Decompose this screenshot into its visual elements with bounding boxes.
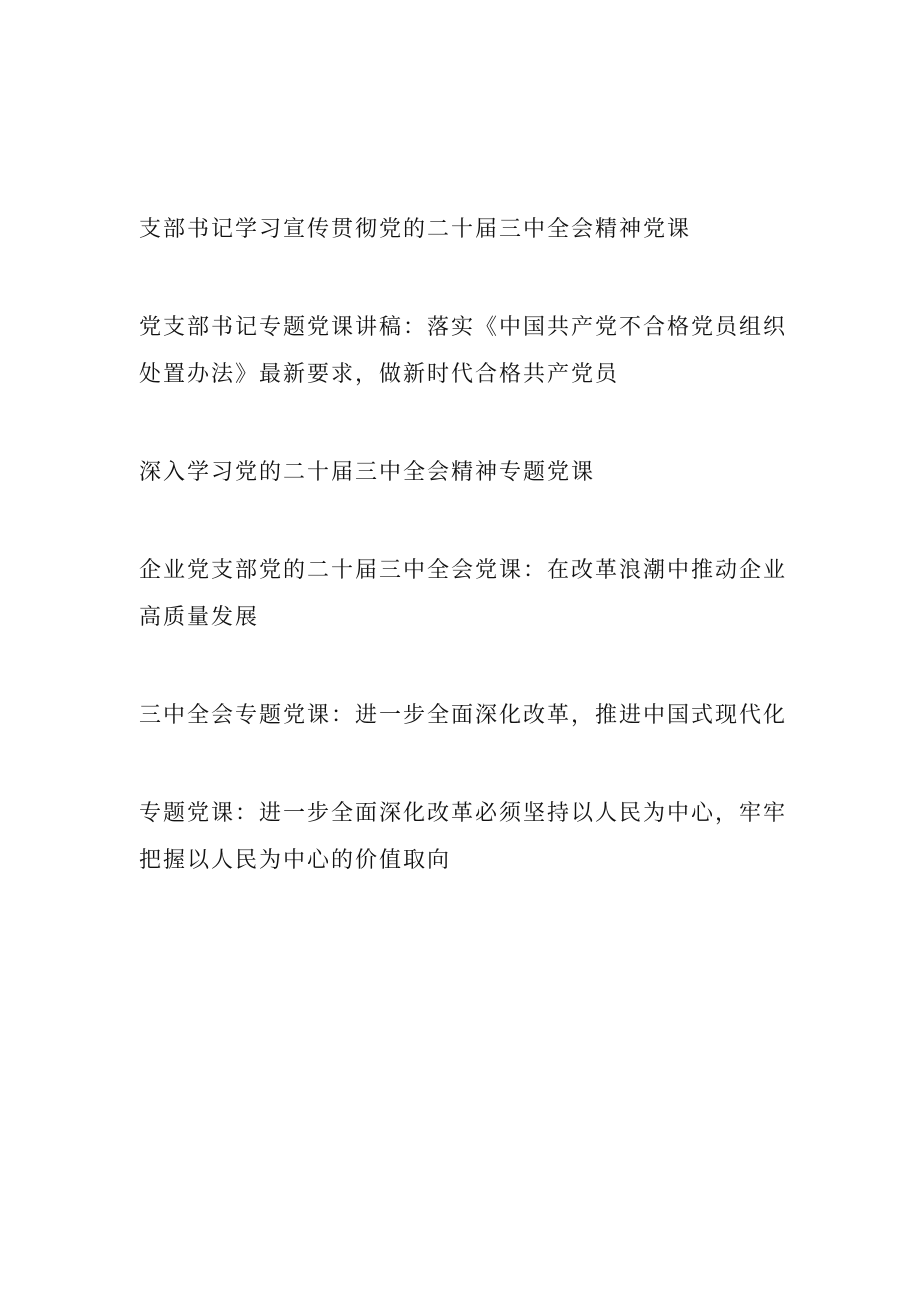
- title-item-2: 党支部书记专题党课讲稿：落实《中国共产党不合格党员组织处置办法》最新要求，做新时代合格共产党员: [139, 315, 788, 387]
- title-list: [139, 206, 789, 935]
- title-item-6: 专题党课：进一步全面深化改革必须坚持以人民为中心，牢牢把握以人民为中心的价值取向: [139, 801, 788, 873]
- title-item-1: 支部书记学习宣传贯彻党的二十届三中全会精神党课: [139, 217, 692, 242]
- title-item-3: 深入学习党的二十届三中全会精神专题党课: [139, 460, 596, 485]
- title-item-4: 企业党支部党的二十届三中全会党课：在改革浪潮中推动企业高质量发展: [139, 558, 788, 630]
- title-item-5: 三中全会专题党课：进一步全面深化改革，推进中国式现代化: [139, 703, 788, 728]
